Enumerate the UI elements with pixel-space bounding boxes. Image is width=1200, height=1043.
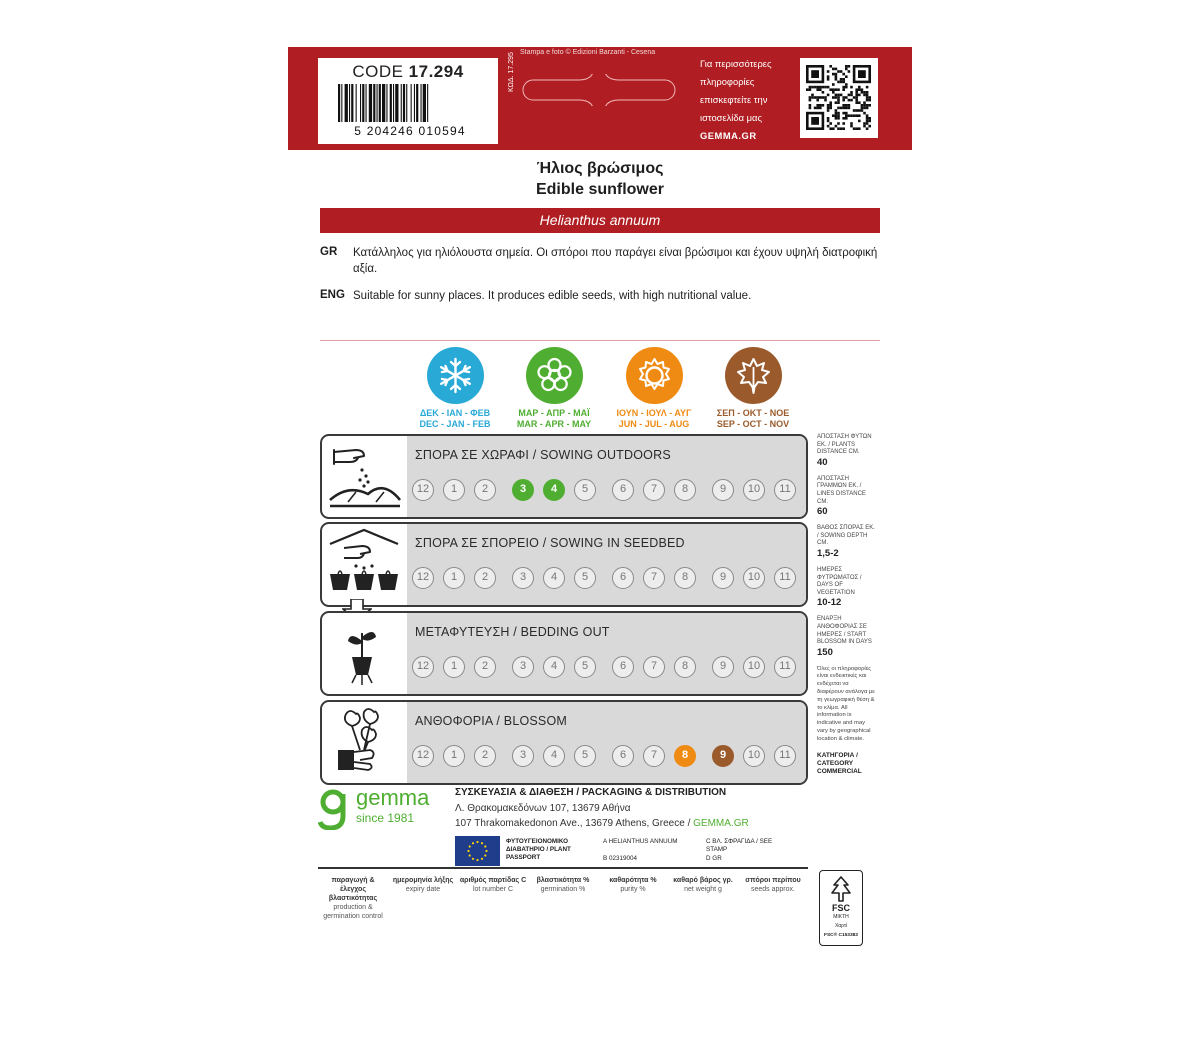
season-summer-en: JUN - JUL - AUG — [618, 419, 690, 429]
spec-value: 10-12 — [817, 597, 842, 609]
spec-value: 40 — [817, 456, 828, 468]
footer-sub: purity % — [620, 886, 646, 893]
footer-rule — [318, 867, 808, 869]
company-line2: Λ. Θρακομακεδόνων 107, 13679 Αθήνα — [455, 803, 631, 814]
footer-heading: σπόροι περίπου — [745, 877, 801, 884]
brand-since: since 1981 — [356, 811, 415, 825]
month-1: 1 — [443, 656, 465, 678]
eu-flag-icon — [455, 836, 500, 866]
company-address-en: 107 Thrakomakedonon Ave., 13679 Athens, Greece / — [455, 818, 694, 829]
season-summer-months — [604, 408, 704, 430]
lang-en-label: ENG — [320, 289, 345, 301]
barcode — [336, 84, 484, 122]
ean-number: 5 204246 010594 — [354, 124, 466, 138]
month-4: 4 — [543, 656, 565, 678]
snowflake-icon — [427, 347, 484, 404]
month-11: 11 — [774, 567, 796, 589]
fsc-tree-icon — [828, 875, 854, 903]
season-summer-circle — [626, 347, 683, 404]
month-11: 11 — [774, 479, 796, 501]
flower-icon — [526, 347, 583, 404]
season-winter-circle — [427, 347, 484, 404]
month-8: 8 — [674, 479, 696, 501]
spec-label: ΕΝΑΡΞΗ ΑΝΘΟΦΟΡΙΑΣ ΣΕ ΗΜΕΡΕΣ / START BLOSSOM IN DAYS — [817, 616, 872, 646]
month-5: 5 — [574, 567, 596, 589]
disclaimer: Όλες οι πληροφορίες είναι ενδεικτικές και ενδέχεται να διαφέρουν ανάλογα με τη γεωγραφική θέση & το κλίμα. All information is indicative and may vary by geographical location & climate. — [817, 665, 875, 742]
fsc-box — [819, 870, 863, 946]
month-1: 1 — [443, 479, 465, 501]
row-blossom — [320, 700, 808, 785]
footer-sub: production & germination control — [323, 904, 383, 920]
passport-b: B 02319004 — [603, 855, 637, 862]
product-name-gr: Ήλιος βρώσιμος — [536, 160, 664, 177]
passport-a: A HELIANTHUS ANNUUM — [603, 838, 678, 845]
spec-label: ΗΜΕΡΕΣ ΦΥΤΡΩΜΑΤΟΣ / DAYS OF VEGETATION — [817, 566, 862, 596]
qr-code-icon — [800, 58, 878, 138]
sun-icon — [626, 347, 683, 404]
month-5: 5 — [574, 479, 596, 501]
fsc-code: FSC® C153383 — [824, 933, 858, 938]
website-link[interactable]: GEMMA.GR — [700, 130, 757, 141]
footer-sub: net weight g — [684, 886, 722, 893]
footer-weight — [668, 876, 738, 894]
season-spring-gr: ΜΑΡ - ΑΠΡ - ΜΑΪ — [518, 408, 590, 418]
month-12: 12 — [412, 656, 434, 678]
season-summer-gr: ΙΟΥΝ - ΙΟΥΛ - ΑΥΓ — [616, 408, 692, 418]
company-line3 — [455, 818, 749, 829]
footer-sub: expiry date — [405, 886, 441, 893]
season-autumn-en: SEP - OCT - NOV — [716, 419, 790, 429]
description-en: Suitable for sunny places. It produces edible seeds, with high nutritional value. — [353, 290, 752, 302]
transplant-icon — [326, 617, 402, 689]
spec-label: ΑΠΟΣΤΑΣΗ ΓΡΑΜΜΩΝ ΕΚ. / LINES DISTANCE CM. — [817, 475, 866, 505]
footer-lot — [458, 876, 528, 894]
footer-expiry — [388, 876, 458, 894]
product-name-en: Edible sunflower — [535, 181, 664, 198]
row-title: ΣΠΟΡΑ ΣΕ ΧΩΡΑΦΙ / SOWING OUTDOORS — [415, 448, 671, 462]
footer-sub: lot number C — [472, 886, 514, 893]
info-line: επισκεφτείτε την — [700, 94, 768, 105]
hang-hole — [517, 74, 681, 106]
month-2: 2 — [474, 479, 496, 501]
leaf-icon — [725, 347, 782, 404]
footer-purity — [598, 876, 668, 894]
month-9: 9 — [712, 656, 734, 678]
latin-name-bar — [320, 208, 880, 233]
bouquet-icon — [326, 706, 402, 778]
code-box — [318, 58, 498, 144]
month-10: 10 — [743, 656, 765, 678]
spec-value: 150 — [817, 646, 833, 658]
info-line: πληροφορίες — [700, 76, 755, 87]
fsc-label: FSC — [832, 903, 850, 913]
description-gr: Κατάλληλος για ηλιόλουστα σημεία. Οι σπόροι που παράγει είναι βρώσιμοι και έχουν υψηλή διατροφική αξία. — [353, 247, 878, 275]
lang-gr-label: GR — [320, 246, 338, 258]
season-autumn-gr: ΣΕΠ - ΟΚΤ - ΝΟΕ — [716, 408, 790, 418]
brand-name: gemma — [356, 785, 430, 810]
spec-value: 1,5-2 — [817, 547, 839, 559]
month-6: 6 — [612, 745, 634, 767]
month-12: 12 — [412, 479, 434, 501]
row-bedding-out — [320, 611, 808, 696]
month-7: 7 — [643, 656, 665, 678]
month-8: 8 — [674, 656, 696, 678]
fsc-sub1: ΜΙΚΤΗ — [833, 914, 849, 920]
footer-heading: καθαρότητα % — [609, 877, 657, 884]
row-title: ΜΕΤΑΦΥΤΕΥΣΗ / BEDDING OUT — [415, 625, 610, 639]
month-2: 2 — [474, 656, 496, 678]
month-9: 9 — [712, 479, 734, 501]
seedbed-icon — [326, 528, 402, 600]
month-6: 6 — [612, 656, 634, 678]
season-winter-gr: ΔΕΚ - ΙΑΝ - ΦΕΒ — [419, 408, 491, 418]
passport-title: ΦΥΤΟΥΓΕΙΟΝΟΜΙΚΟ ΔΙΑΒΑΤΗΡΙΟ / PLANT PASSPORT — [506, 838, 571, 861]
gemma-logo-icon — [318, 786, 354, 830]
season-winter-months — [405, 408, 505, 430]
footer-heading: παραγωγή & έλεγχος βλαστικότητας — [328, 877, 378, 902]
season-autumn-months — [703, 408, 803, 430]
footer-germination — [528, 876, 598, 894]
month-6: 6 — [612, 479, 634, 501]
product-kod: ΚΩΔ. 17.295 — [508, 52, 515, 92]
season-spring-months — [504, 408, 604, 430]
month-10: 10 — [743, 567, 765, 589]
latin-name: Helianthus annuum — [539, 212, 661, 228]
month-1: 1 — [443, 567, 465, 589]
sowing-hand-icon — [326, 440, 402, 512]
footer-heading: βλαστικότητα % — [536, 877, 590, 884]
passport-d: D GR — [706, 855, 722, 862]
publisher-note: Stampa e foto © Edizioni Barzanti - Cesena — [520, 49, 656, 56]
month-2: 2 — [474, 745, 496, 767]
info-text — [700, 55, 796, 145]
passport-c: C ΒΛ. ΣΦΡΑΓΙΔΑ / SEE STAMP — [706, 838, 773, 853]
season-winter-en: DEC - JAN - FEB — [419, 419, 491, 429]
season-autumn-circle — [725, 347, 782, 404]
month-11: 11 — [774, 745, 796, 767]
company-line1: ΣΥΣΚΕΥΑΣΙΑ & ΔΙΑΘΕΣΗ / PACKAGING & DISTRIBUTION — [455, 787, 727, 798]
spec-label: ΒΑΘΟΣ ΣΠΟΡΑΣ ΕΚ. / SOWING DEPTH CM. — [817, 525, 875, 547]
month-1: 1 — [443, 745, 465, 767]
season-spring-en: MAR - APR - MAY — [516, 419, 592, 429]
month-5: 5 — [574, 656, 596, 678]
company-website-link[interactable]: GEMMA.GR — [693, 818, 749, 829]
footer-heading: ημερομηνία λήξης — [392, 877, 454, 884]
month-3: 3 — [512, 567, 534, 589]
row-title: ΣΠΟΡΑ ΣΕ ΣΠΟΡΕΙΟ / SOWING IN SEEDBED — [415, 536, 685, 550]
month-10: 10 — [743, 745, 765, 767]
row-title: ΑΝΘΟΦΟΡΙΑ / BLOSSOM — [415, 714, 568, 728]
month-2: 2 — [474, 567, 496, 589]
month-4: 4 — [543, 745, 565, 767]
category-value: COMMERCIAL — [817, 767, 862, 775]
month-8: 8 — [674, 567, 696, 589]
info-line: Για περισσότερες — [700, 58, 772, 69]
month-3: 3 — [512, 656, 534, 678]
footer-sub: seeds approx. — [751, 886, 795, 893]
month-4: 4 — [543, 567, 565, 589]
info-line: ιστοσελίδα μας — [700, 112, 762, 123]
row-sowing-seedbed — [320, 522, 808, 607]
month-12: 12 — [412, 745, 434, 767]
footer-heading: καθαρό βάρος γρ. — [673, 877, 733, 884]
month-9: 9 — [712, 745, 734, 767]
qr-code[interactable] — [800, 58, 878, 138]
spec-label: ΑΠΟΣΤΑΣΗ ΦΥΤΩΝ ΕΚ. / PLANTS DISTANCE CM. — [817, 434, 872, 456]
category-label: ΚΑΤΗΓΟΡΙΑ / CATEGORY — [817, 751, 858, 767]
month-6: 6 — [612, 567, 634, 589]
footer-sub: germination % — [540, 886, 586, 893]
specs-column — [817, 434, 883, 776]
month-4: 4 — [543, 479, 565, 501]
month-7: 7 — [643, 567, 665, 589]
month-11: 11 — [774, 656, 796, 678]
month-5: 5 — [574, 745, 596, 767]
month-7: 7 — [643, 745, 665, 767]
month-7: 7 — [643, 479, 665, 501]
product-code: CODE 17.294 — [352, 62, 464, 81]
month-3: 3 — [512, 745, 534, 767]
divider — [320, 340, 880, 341]
spec-value: 60 — [817, 506, 828, 518]
month-10: 10 — [743, 479, 765, 501]
month-12: 12 — [412, 567, 434, 589]
footer-seeds — [738, 876, 808, 894]
footer-heading: αριθμός παρτίδας C — [459, 877, 527, 884]
month-9: 9 — [712, 567, 734, 589]
season-spring-circle — [526, 347, 583, 404]
row-sowing-outdoors — [320, 434, 808, 519]
fsc-sub2: Χαρτί — [834, 923, 848, 929]
month-3: 3 — [512, 479, 534, 501]
month-8: 8 — [674, 745, 696, 767]
footer-production — [318, 876, 388, 921]
